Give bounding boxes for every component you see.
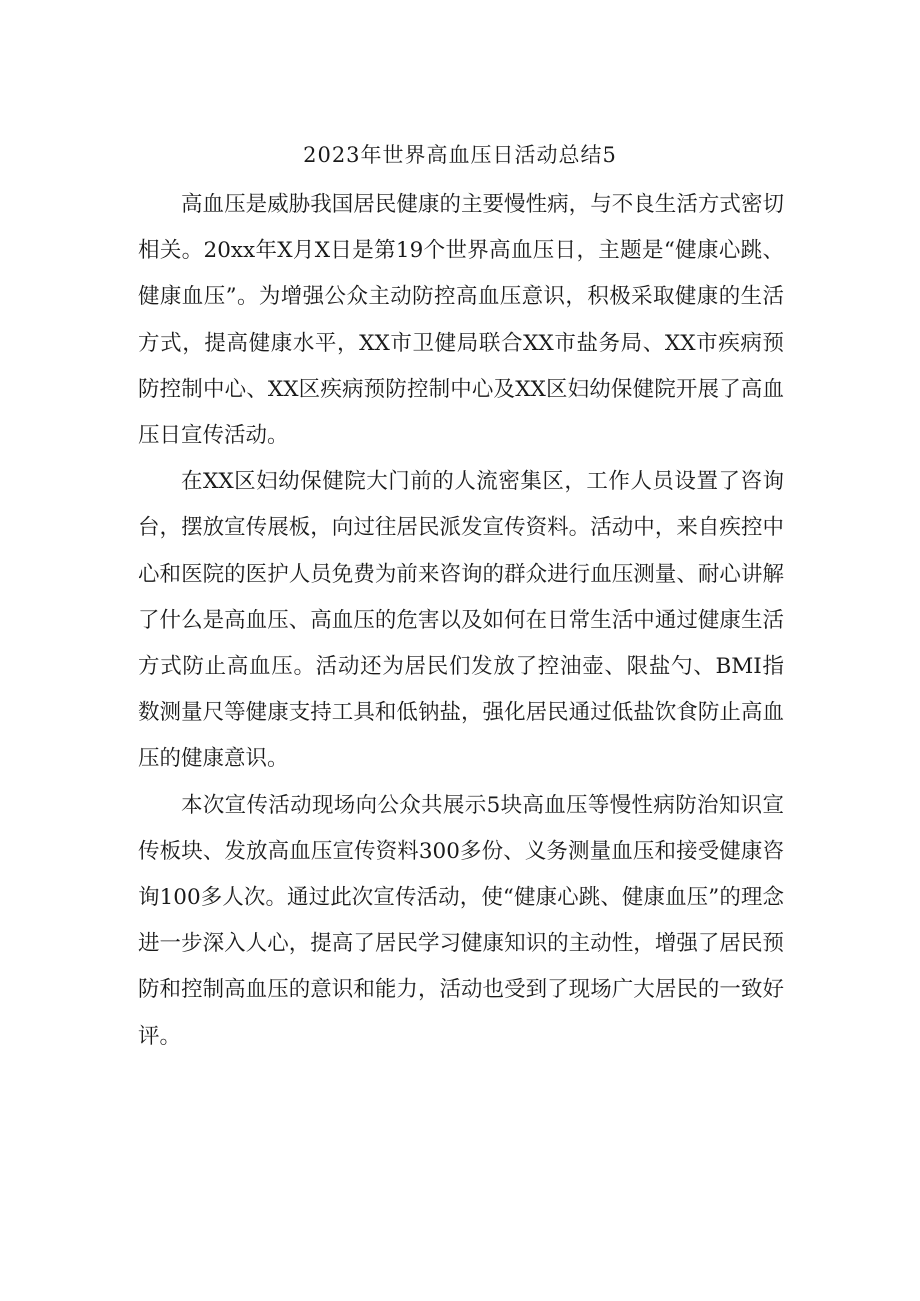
- paragraph-1: 高血压是威胁我国居民健康的主要慢性病，与不良生活方式密切相关。20xx年X月X日是第19个世界高血压日，主题是“健康心跳、健康血压”。为增强公众主动防控高血压意识，积极采取健康的生活方式，提高健康水平，XX市卫健局联合XX市盐务局、XX市疾病预防控制中心、XX区疾病预防控制中心及XX区妇幼保健院开展了高血压日宣传活动。: [138, 192, 784, 449]
- document-title: 2023年世界高血压日活动总结5: [303, 143, 617, 167]
- document-body: [138, 182, 784, 1060]
- paragraph-3: 本次宣传活动现场向公众共展示5块高血压等慢性病防治知识宣传板块、发放高血压宣传资料300多份、义务测量血压和接受健康咨询100多人次。通过此次宣传活动，使“健康心跳、健康血压”的理念进一步深入人心，提高了居民学习健康知识的主动性，增强了居民预防和控制高血压的意识和能力，活动也受到了现场广大居民的一致好评。: [138, 792, 784, 1049]
- paragraph-2: 在XX区妇幼保健院大门前的人流密集区，工作人员设置了咨询台，摆放宣传展板，向过往居民派发宣传资料。活动中，来自疾控中心和医院的医护人员免费为前来咨询的群众进行血压测量、耐心讲解了什么是高血压、高血压的危害以及如何在日常生活中通过健康生活方式防止高血压。活动还为居民们发放了控油壶、限盐勺、BMI指数测量尺等健康支持工具和低钠盐，强化居民通过低盐饮食防止高血压的健康意识。: [138, 469, 784, 772]
